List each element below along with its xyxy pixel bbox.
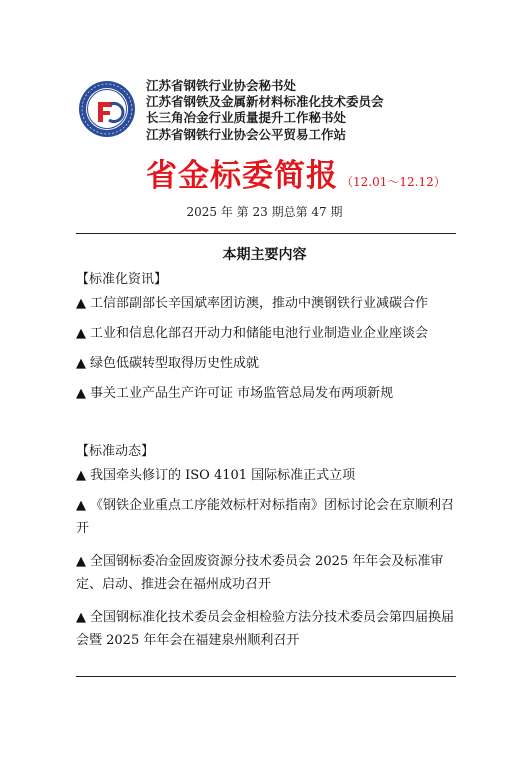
toc-item[interactable] — [76, 352, 460, 375]
toc-item-text: 工业和信息化部召开动力和储能电池行业制造业企业座谈会 — [90, 326, 429, 341]
toc-title: 本期主要内容 — [222, 247, 307, 263]
bulletin-period: （12.01～12.12） — [341, 175, 446, 189]
toc-item-text: 全国钢标准化技术委员会金相检验方法分技术委员会第四届换届会暨 2025 年年会在福建泉州顺利召开 — [76, 610, 455, 648]
triangle-bullet-icon: ▲ — [76, 610, 86, 625]
triangle-bullet-icon: ▲ — [76, 498, 86, 513]
section-heading-news: 【标准化资讯】 — [76, 272, 168, 287]
toc-item[interactable] — [76, 322, 460, 345]
toc-item-text: 全国钢标委冶金固废资源分技术委员会 2025 年年会及标准审定、启动、推进会在福州成功召开 — [76, 554, 444, 592]
organization-list — [146, 78, 384, 143]
triangle-bullet-icon: ▲ — [76, 356, 86, 371]
toc-item-text: 工信部副部长辛国斌率团访澳，推动中澳钢铁行业减碳合作 — [90, 296, 429, 311]
org-line: 江苏省钢铁及金属新材料标准化技术委员会 — [146, 94, 384, 110]
triangle-bullet-icon: ▲ — [76, 386, 86, 401]
triangle-bullet-icon: ▲ — [76, 468, 86, 483]
toc-item-text: 事关工业产品生产许可证 市场监管总局发布两项新规 — [90, 386, 394, 401]
toc-item-text: 《钢铁企业重点工序能效标杆对标指南》团标讨论会在京顺利召开 — [76, 498, 455, 536]
bottom-divider — [76, 676, 456, 677]
bulletin-title: 省金标委简报 — [146, 158, 338, 194]
toc-item[interactable] — [76, 464, 460, 487]
association-seal-icon — [78, 80, 136, 138]
toc-item[interactable] — [76, 606, 460, 652]
triangle-bullet-icon: ▲ — [76, 326, 86, 341]
org-line: 江苏省钢铁行业协会秘书处 — [146, 78, 297, 93]
issue-number: 2025 年 第 23 期总第 47 期 — [186, 205, 343, 219]
triangle-bullet-icon: ▲ — [76, 296, 86, 311]
toc-item[interactable] — [76, 292, 460, 315]
masthead — [146, 150, 446, 195]
toc-item[interactable] — [76, 382, 460, 405]
top-divider — [76, 233, 456, 234]
org-line: 江苏省钢铁行业协会公平贸易工作站 — [146, 126, 347, 142]
toc-item-text: 绿色低碳转型取得历史性成就 — [90, 356, 260, 371]
toc-item[interactable] — [76, 494, 460, 540]
toc-item[interactable] — [76, 550, 460, 596]
section-heading-standards: 【标准动态】 — [76, 444, 155, 459]
triangle-bullet-icon: ▲ — [76, 554, 86, 569]
toc-item-text: 我国牵头修订的 ISO 4101 国际标准正式立项 — [90, 468, 356, 483]
org-line: 长三角冶金行业质量提升工作秘书处 — [146, 110, 347, 126]
